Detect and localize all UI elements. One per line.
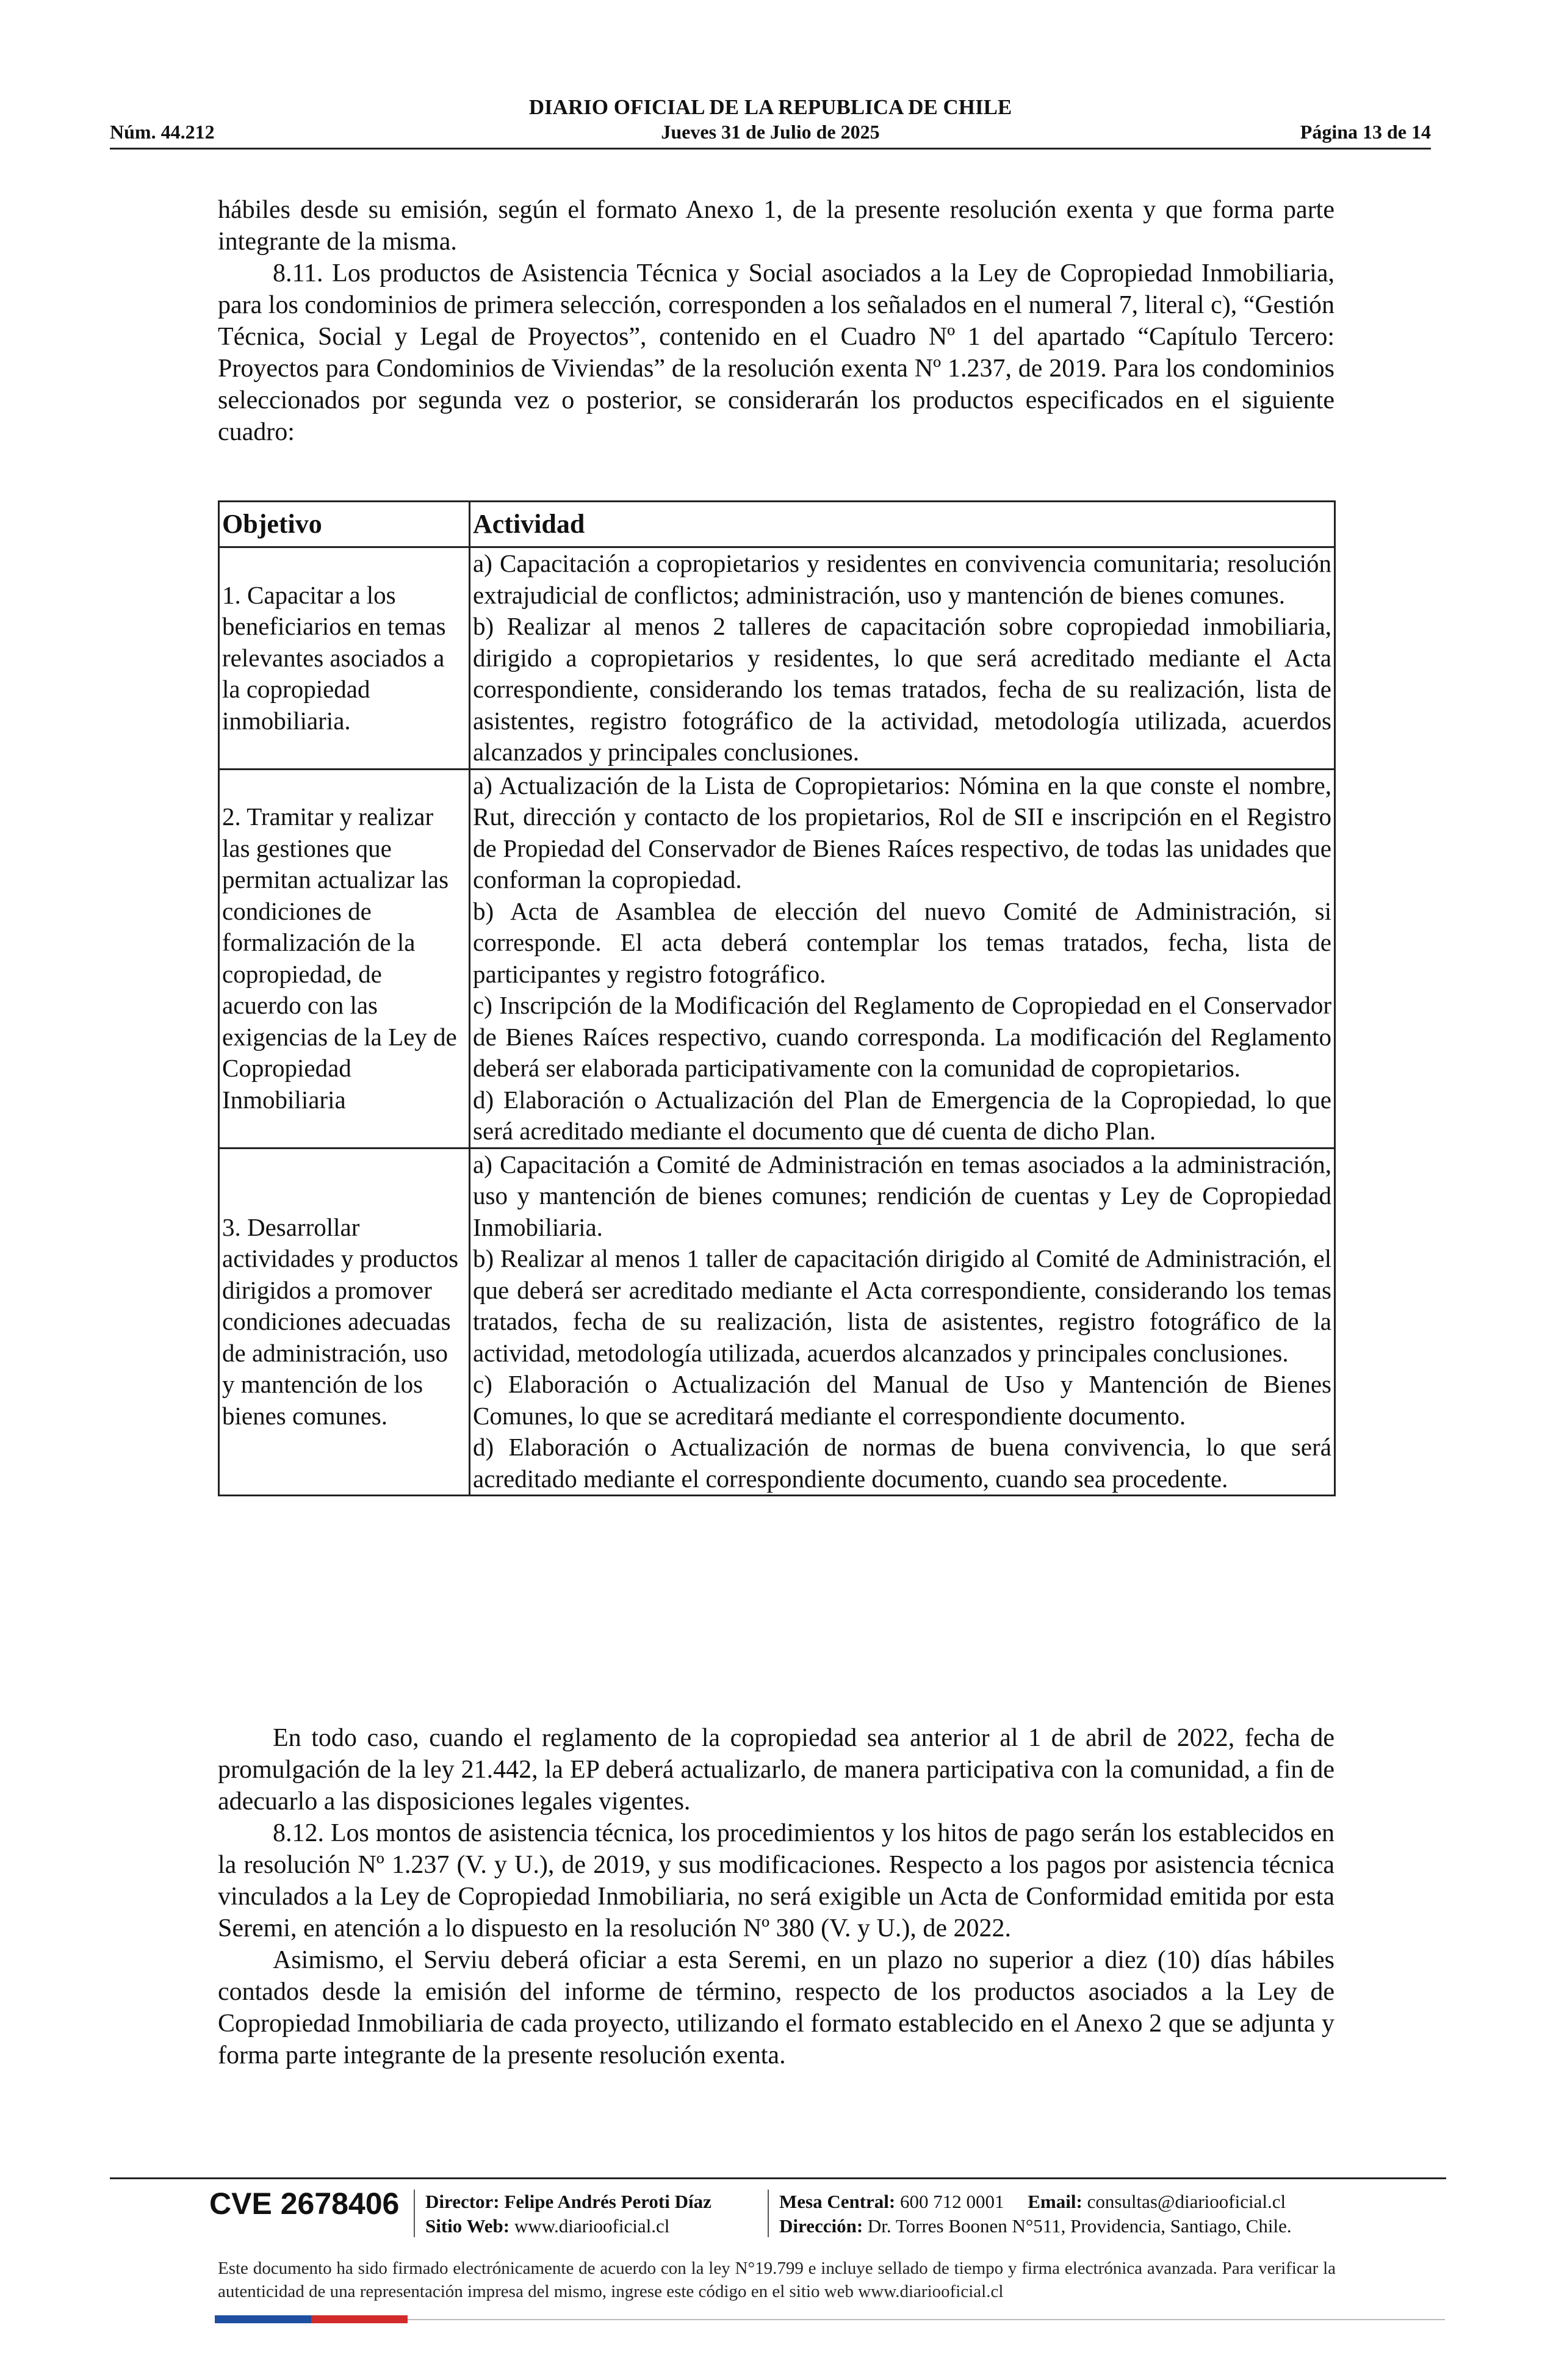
email-link[interactable]: consultas@diariooficial.cl <box>1087 2191 1286 2212</box>
table-row <box>219 769 1335 1148</box>
cve-code: CVE 2678406 <box>209 2187 400 2221</box>
flag-red-segment <box>311 2315 408 2323</box>
table-row <box>219 547 1335 770</box>
director-name: Felipe Andrés Peroti Díaz <box>504 2191 711 2212</box>
page-number: Página 13 de 14 <box>1300 121 1431 143</box>
email-label: Email: <box>1028 2191 1082 2212</box>
activity-item: b) Realizar al menos 1 taller de capacitación dirigido al Comité de Administración, el que deberá ser acreditado mediante el Acta correspondiente, considerando los temas tratados, fecha de su realización, lista de asistentes, registro fotográfico de la actividad, metodología utilizada, acuerdos alcanzados y principales conclusiones. <box>473 1244 1331 1367</box>
products-table <box>218 500 1336 1496</box>
mesa-label: Mesa Central: <box>779 2191 896 2212</box>
address-value: Dr. Torres Boonen N°511, Providencia, Santiago, Chile. <box>867 2215 1292 2237</box>
objective-cell: 1. Capacitar a los beneficiarios en temas relevantes asociados a la copropiedad inmobiliaria. <box>219 547 470 770</box>
footer-separator <box>414 2190 415 2237</box>
objective-cell: 2. Tramitar y realizar las gestiones que permitan actualizar las condiciones de formalización de la copropiedad, de acuerdo con las exigencias de la Ley de Copropiedad Inmobiliaria <box>219 769 470 1148</box>
activity-item: d) Elaboración o Actualización del Plan de Emergencia de la Copropiedad, lo que será acreditado mediante el documento que dé cuenta de dicho Plan. <box>473 1085 1331 1145</box>
activity-item: b) Realizar al menos 2 talleres de capacitación sobre copropiedad inmobiliaria, dirigido a copropietarios y residentes, lo que será acreditado mediante el Acta correspondiente, considerando los temas tratados, fecha de su realización, lista de asistentes, registro fotográfico de la actividad, metodología utilizada, acuerdos alcanzados y principales conclusiones. <box>473 612 1331 766</box>
footer-divider <box>110 2177 1446 2179</box>
mesa-phone: 600 712 0001 <box>900 2191 1004 2212</box>
activity-item: c) Elaboración o Actualización del Manual de Uso y Mantención de Bienes Comunes, lo que se acreditará mediante el correspondiente documento. <box>473 1370 1331 1430</box>
issue-number: Núm. 44.212 <box>110 121 215 143</box>
column-header-activity: Actividad <box>470 502 1335 547</box>
issue-date: Jueves 31 de Julio de 2025 <box>661 121 880 143</box>
site-link[interactable]: www.diariooficial.cl <box>514 2215 670 2237</box>
paragraph: hábiles desde su emisión, según el formato Anexo 1, de la presente resolución exenta y que forma parte integrante de la misma. <box>218 196 1334 256</box>
activity-item: a) Capacitación a copropietarios y residentes en convivencia comunitaria; resolución extrajudicial de conflictos; administración, uso y mantención de bienes comunes. <box>473 549 1331 609</box>
paragraph: 8.11. Los productos de Asistencia Técnica y Social asociados a la Ley de Copropiedad Inmobiliaria, para los condominios de primera selección, corresponden a los señalados en el numeral 7, literal c), “Gestión Técnica, Social y Legal de Proyectos”, contenido en el Cuadro Nº 1 del apartado “Capítulo Tercero: Proyectos para Condominios de Viviendas” de la resolución exenta Nº 1.237, de 2019. Para los condominios seleccionados por segunda vez o posterior, se considerarán los productos especificados en el siguiente cuadro: <box>218 259 1334 446</box>
chile-flag-bar <box>215 2315 408 2323</box>
flag-blue-segment <box>215 2315 311 2323</box>
footer-director-block <box>425 2190 711 2238</box>
activity-item: c) Inscripción de la Modificación del Reglamento de Copropiedad en el Conservador de Bienes Raíces respectivo, cuando corresponda. La modificación del Reglamento deberá ser elaborada participativamente con la comunidad de copropietarios. <box>473 991 1331 1082</box>
activity-item: d) Elaboración o Actualización de normas de buena convivencia, lo que será acreditado mediante el correspondiente documento, cuando sea procedente. <box>473 1433 1331 1493</box>
signature-note: Este documento ha sido firmado electrónicamente de acuerdo con la ley N°19.799 e incluye sellado de tiempo y firma electrónica avanzada. Para verificar la autenticidad de una representación impresa del mismo, ingrese este código en el sitio web www.diariooficial.cl <box>218 2259 1336 2301</box>
page-header <box>110 93 1431 150</box>
activity-item: a) Capacitación a Comité de Administración en temas asociados a la administración, uso y mantención de bienes comunes; rendición de cuentas y Ley de Copropiedad Inmobiliaria. <box>473 1150 1331 1241</box>
paper-name: DIARIO OFICIAL DE LA REPUBLICA DE CHILE <box>528 95 1012 119</box>
footer-separator <box>768 2190 769 2237</box>
site-label: Sitio Web: <box>425 2215 510 2237</box>
activity-cell <box>470 769 1335 1148</box>
paragraph: Asimismo, el Serviu deberá oficiar a esta Seremi, en un plazo no superior a diez (10) días hábiles contados desde la emisión del informe de término, respecto de los productos asociados a la Ley de Copropiedad Inmobiliaria de cada proyecto, utilizando el formato establecido en el Anexo 2 que se adjunta y forma parte integrante de la presente resolución exenta. <box>218 1946 1334 2069</box>
director-label: Director: <box>425 2191 500 2212</box>
objective-cell: 3. Desarrollar actividades y productos dirigidos a promover condiciones adecuadas de administración, uso y mantención de los bienes comunes. <box>219 1148 470 1496</box>
intro-text <box>218 194 1334 448</box>
activity-cell <box>470 547 1335 770</box>
footer-contact-block <box>779 2190 1292 2238</box>
activity-item: b) Acta de Asamblea de elección del nuevo Comité de Administración, si corresponde. El acta deberá contemplar los temas tratados, fecha, lista de participantes y registro fotográfico. <box>473 896 1331 988</box>
paragraph: 8.12. Los montos de asistencia técnica, los procedimientos y los hitos de pago serán los establecidos en la resolución Nº 1.237 (V. y U.), de 2019, y sus modificaciones. Respecto a los pagos por asistencia técnica vinculados a la Ley de Copropiedad Inmobiliaria, no será exigible un Acta de Conformidad emitida por esta Seremi, en atención a lo dispuesto en la resolución Nº 380 (V. y U.), de 2022. <box>218 1819 1334 1942</box>
activity-cell <box>470 1148 1335 1496</box>
paragraph: En todo caso, cuando el reglamento de la copropiedad sea anterior al 1 de abril de 2022, fecha de promulgación de la ley 21.442, la EP deberá actualizarlo, de manera participativa con la comunidad, a fin de adecuarlo a las disposiciones legales vigentes. <box>218 1724 1334 1816</box>
table-header-row <box>219 502 1335 547</box>
closing-text <box>218 1722 1334 2071</box>
address-label: Dirección: <box>779 2215 863 2237</box>
activity-item: a) Actualización de la Lista de Copropietarios: Nómina en la que conste el nombre, Rut, dirección y contacto de los propietarios, Rol de SII e inscripción en el Registro de Propiedad del Conservador de Bienes Raíces respectivo, de todas las unidades que conforman la copropiedad. <box>473 771 1331 893</box>
column-header-objective: Objetivo <box>219 502 470 547</box>
table-row <box>219 1148 1335 1496</box>
bottom-rule <box>408 2319 1445 2320</box>
